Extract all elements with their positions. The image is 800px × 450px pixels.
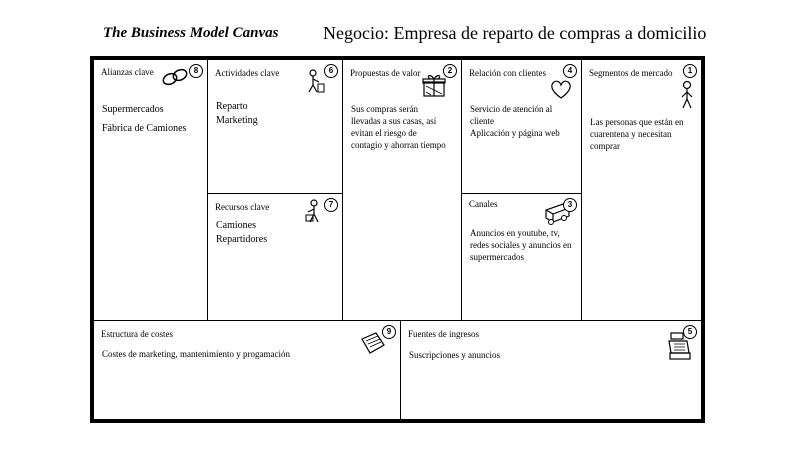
block-number: 6 <box>324 64 338 78</box>
block-number: 7 <box>324 198 338 212</box>
block-label: Actividades clave <box>215 68 280 78</box>
content-line: Repartidores <box>216 234 268 245</box>
content-line: Supermercados <box>102 104 164 115</box>
block-alianzas-clave <box>93 59 208 321</box>
block-label: Canales <box>469 199 498 209</box>
content-line: comprar <box>590 141 620 151</box>
content-line: Sus compras serán <box>351 104 418 114</box>
block-label: Segmentos de mercado <box>589 68 673 78</box>
content-line: redes sociales y anuncios en <box>470 240 572 250</box>
block-label: Propuestas de valor <box>350 68 421 78</box>
content-line: Camiones <box>216 220 256 231</box>
block-content <box>470 103 560 139</box>
block-number: 8 <box>189 64 203 78</box>
block-content <box>102 348 290 360</box>
gift-icon <box>421 72 447 98</box>
block-number: 5 <box>683 325 697 339</box>
block-canales <box>461 193 582 321</box>
block-number: 1 <box>683 64 697 78</box>
content-line: Anuncios en youtube, tv, <box>470 228 560 238</box>
content-line: Suscripciones y anuncios <box>409 350 500 360</box>
content-line: contagio y ahorran tiempo <box>351 140 446 150</box>
block-label: Relación con clientes <box>469 68 546 78</box>
worker-icon <box>304 198 326 224</box>
block-label: Recursos clave <box>215 202 270 212</box>
content-line: Aplicación y página web <box>470 128 560 138</box>
chain-link-icon <box>161 66 189 88</box>
heart-icon <box>549 78 573 100</box>
person-icon <box>679 80 695 110</box>
block-estructura-de-costes <box>93 320 401 420</box>
block-recursos-clave <box>207 193 343 321</box>
block-number: 2 <box>443 64 457 78</box>
content-line: cuarentena y necesitan <box>590 129 672 139</box>
content-line: Fábrica de Camiones <box>102 123 187 134</box>
block-actividades-clave <box>207 59 343 194</box>
block-number: 4 <box>563 64 577 78</box>
block-content <box>590 116 683 152</box>
content-line: Las personas que están en <box>590 117 684 127</box>
content-line: Reparto <box>216 101 248 112</box>
block-label: Alianzas clave <box>101 67 154 77</box>
content-line: supermercados <box>470 252 524 262</box>
block-content <box>102 103 186 136</box>
worker-icon <box>304 68 326 94</box>
block-relacion-con-clientes <box>461 59 582 194</box>
block-label: Fuentes de ingresos <box>408 329 479 339</box>
block-propuestas-de-valor <box>342 59 462 321</box>
block-number: 3 <box>563 198 577 212</box>
content-line: Costes de marketing, mantenimiento y progamación <box>102 349 290 359</box>
content-line: Marketing <box>216 115 258 126</box>
block-segmentos-de-mercado <box>581 59 702 321</box>
business-name: Negocio: Empresa de reparto de compras a domicilio <box>323 23 707 43</box>
business-model-canvas <box>90 56 705 423</box>
block-content <box>351 103 446 151</box>
canvas-title: The Business Model Canvas <box>103 25 279 41</box>
content-line: Servicio de atención al <box>470 104 553 114</box>
block-content <box>216 100 258 128</box>
content-line: cliente <box>470 116 494 126</box>
block-content <box>409 349 500 361</box>
block-content <box>470 227 571 263</box>
block-fuentes-de-ingresos <box>400 320 702 420</box>
block-number: 9 <box>382 325 396 339</box>
content-line: evitan el riesgo de <box>351 128 417 138</box>
block-label: Estructura de costes <box>101 329 173 339</box>
block-content <box>216 219 267 247</box>
content-line: llevadas a sus casas, así <box>351 116 437 126</box>
